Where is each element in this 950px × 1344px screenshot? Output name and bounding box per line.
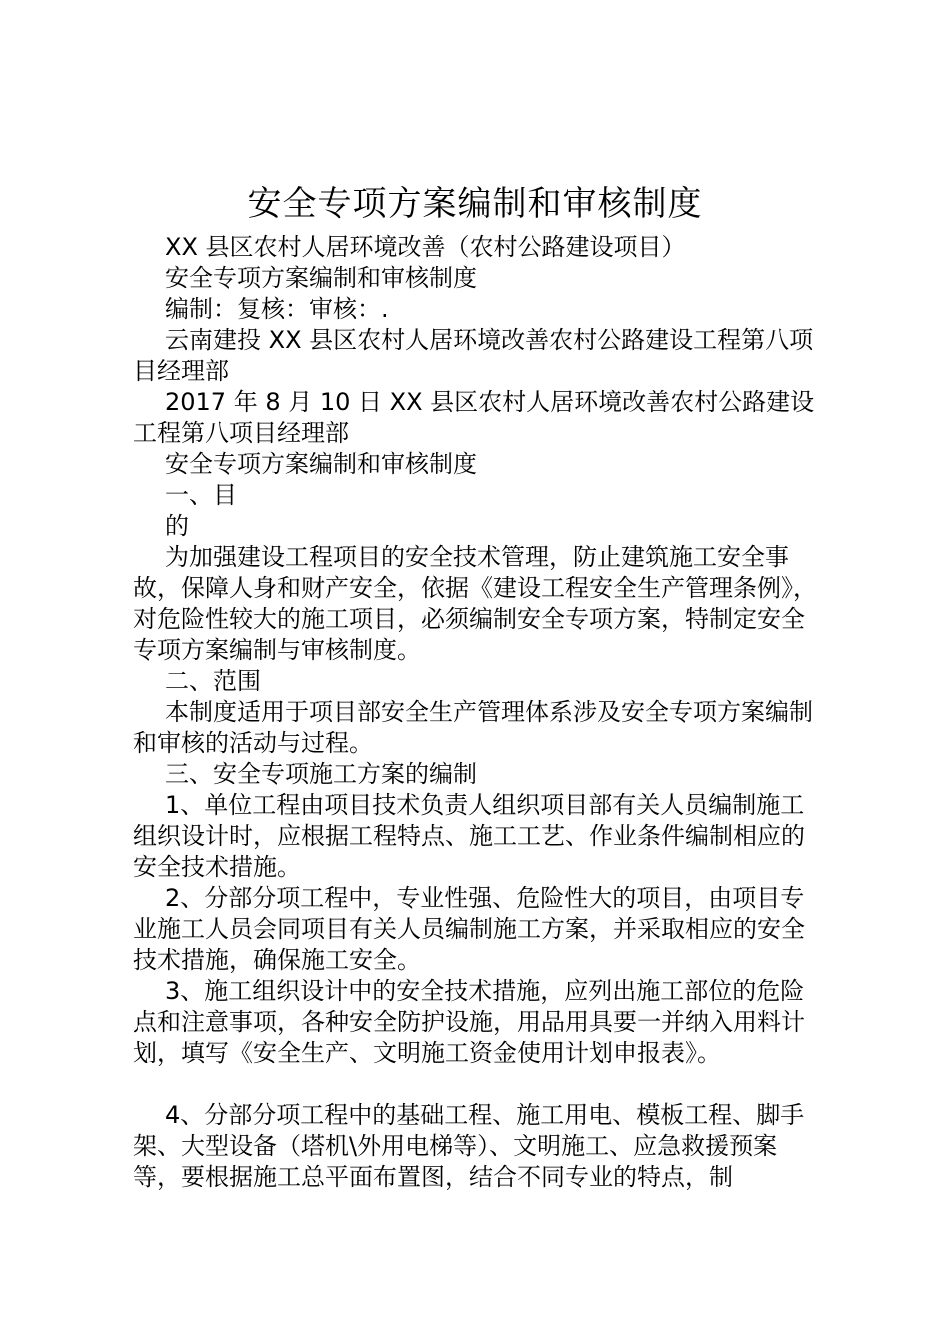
heading-purpose-part2: 的 bbox=[165, 512, 189, 540]
project-name-line: XX 县区农村人居环境改善（农村公路建设项目） bbox=[165, 233, 686, 261]
section-title-line: 安全专项方案编制和审核制度 bbox=[165, 450, 477, 478]
clause-4: 4、分部分项工程中的基础工程、施工用电、模板工程、脚手架、大型设备（塔机\外用电梯等）、文明施工、应急救援预案等，要根据施工总平面布置图，结合不同专业的特点，制 bbox=[133, 1101, 805, 1191]
date-line: 2017 年 8 月 10 日 XX 县区农村人居环境改善农村公路建设工程第八项目经理部 bbox=[133, 388, 815, 447]
organization-line: 云南建投 XX 县区农村人居环境改善农村公路建设工程第八项目经理部 bbox=[133, 326, 814, 385]
document-body bbox=[133, 232, 823, 1193]
clause-1: 1、单位工程由项目技术负责人组织项目部有关人员编制施工组织设计时，应根据工程特点、施工工艺、作业条件编制相应的安全技术措施。 bbox=[133, 791, 805, 881]
heading-purpose-part1: 一、目 bbox=[165, 481, 237, 509]
scope-paragraph: 本制度适用于项目部安全生产管理体系涉及安全专项方案编制和审核的活动与过程。 bbox=[133, 698, 813, 757]
heading-scope: 二、范围 bbox=[165, 667, 261, 695]
clause-2: 2、分部分项工程中，专业性强、危险性大的项目，由项目专业施工人员会同项目有关人员编制施工方案，并采取相应的安全技术措施，确保施工安全。 bbox=[133, 884, 805, 974]
purpose-paragraph: 为加强建设工程项目的安全技术管理，防止建筑施工安全事故，保障人身和财产安全，依据《建设工程安全生产管理条例》，对危险性较大的施工项目，必须编制安全专项方案，特制定安全专项方案编制与审核制度。 bbox=[133, 543, 817, 664]
clause-3: 3、施工组织设计中的安全技术措施，应列出施工部位的危险点和注意事项，各种安全防护设施，用品用具要一并纳入用料计划，填写《安全生产、文明施工资金使用计划申报表》。 bbox=[133, 977, 805, 1067]
signoff-line: 编制：复核：审核：. bbox=[165, 295, 389, 323]
subtitle-line: 安全专项方案编制和审核制度 bbox=[165, 264, 477, 292]
document-title: 安全专项方案编制和审核制度 bbox=[247, 184, 703, 224]
heading-compilation: 三、安全专项施工方案的编制 bbox=[165, 760, 477, 788]
